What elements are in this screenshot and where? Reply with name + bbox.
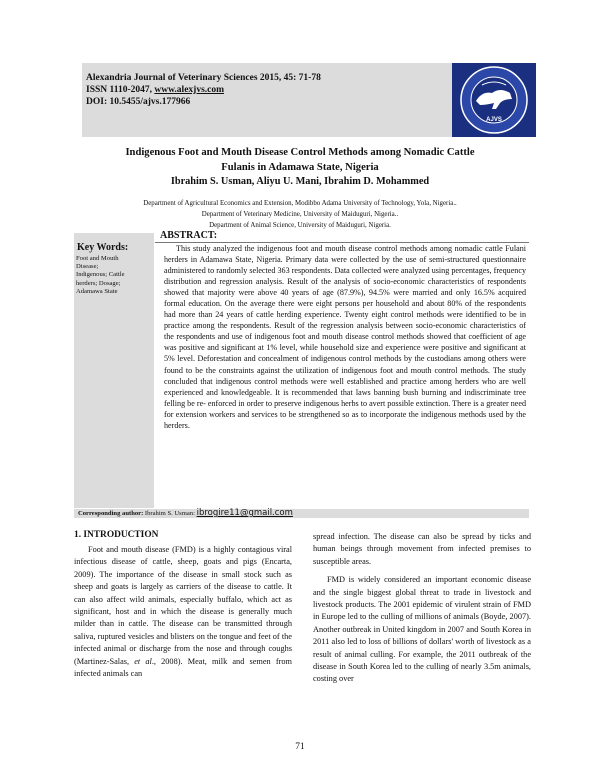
affiliation-3: Department of Animal Science, University of Maiduguri, Nigeria.: [209, 222, 391, 229]
keyword-item: Adamawa State: [76, 287, 118, 295]
introduction-heading: 1. INTRODUCTION: [74, 530, 159, 540]
logo-text: AJVS: [486, 117, 502, 123]
keyword-item: Indigenous; Cattle: [76, 271, 125, 279]
keyword-item: herders; Dosage;: [76, 279, 121, 287]
intro-paragraph-1: Foot and mouth disease (FMD) is a highly contagious viral infectious disease of cattle, sheep, goats and pigs (Encarta, 2009). The importance of the disease in small stock such as sheep and goats is largely as carriers of the disease to cattle. It can also affect wild animals, especially buffalo, which act as significant, host and in which the disease is generally much milder than in cattle. The disease can be transmitted through saliva, ruptured vesicles and blisters on the tongue and feet of the infected animal or discharge from the nose and through coughs (Martinez-Salas, et al., 2008). Meat, milk and semen from infected animals can: [74, 545, 292, 679]
keyword-item: Foot and Mouth: [76, 255, 119, 262]
left-column: [74, 544, 292, 680]
keyword-item: Disease;: [76, 263, 99, 271]
paper-authors: Ibrahim S. Usman, Aliyu U. Mani, Ibrahim D. Mohammed: [170, 176, 430, 187]
journal-logo: [452, 63, 536, 137]
abstract-text: This study analyzed the indigenous foot and mouth disease control methods among nomadic cattle Fulani herders in Adamawa State, Nigeria. Primary data were collected by the use of semi-structured questionnaire administered to randomly selected 363 respondents. Data collected were analyzed using percentages, frequency distribution and regression analysis. Result of the analysis of socio-economic characteristics of respondents showed that majority were above 40 years of age (87.9%), 94.5% were married and only 16.5% acquired formal education. On the average there were eight persons per household and about 80% of the respondents had more than 24 years of cattle herding experience. Twenty eight control methods were identified to be in practice among the respondents. Result of the regression analysis between socio-economic characteristics of the respondents and use of indigenous foot and mouth disease control methods showed that coefficient of age was positive and significant at 1% level, while household size and experience were positive and significant at 5% level. Deforestation and concealment of indigenous control methods by the custodians among others were found to be the constraints against the utilization of indigenous foot and mouth control methods. The study concluded that indigenous control methods were well established and practice among herders who are well experienced and knowledgeable. It is recommended that laws banning bush burning and indiscriminate tree felling be re- enforced in order to preserve indigenous herbs to avert possible extinction. There is a greater need for extension workers and services to be strengthened so as to incorporate the indigenous methods used by the herders.: [164, 244, 526, 430]
corresponding-author: Corresponding author: Ibrahim S. Usman: ibrogire11@gmail.com: [78, 508, 293, 518]
journal-doi: DOI: 10.5455/ajvs.177966: [86, 97, 191, 107]
keywords-list: [76, 255, 150, 296]
journal-website-link[interactable]: www.alexjvs.com: [154, 85, 225, 95]
keywords-heading: Key Words:: [77, 242, 129, 253]
page-number: 71: [295, 742, 305, 752]
paper-title-line-2: Fulanis in Adamawa State, Nigeria: [221, 162, 379, 173]
paper-title-line-1: Indigenous Foot and Mouth Disease Control Methods among Nomadic Cattle: [125, 147, 475, 158]
abstract-heading: ABSTRACT:: [160, 230, 218, 241]
intro-paragraph-1-cont: spread infection. The disease can also be spread by ticks and human beings through movement from infected premises to susceptible areas.: [313, 532, 531, 566]
journal-citation: Alexandria Journal of Veterinary Sciences 2015, 45: 71-78: [86, 73, 321, 83]
affiliation-1: Department of Agricultural Economics and Extension, Modibbo Adama University of Technology, Yola, Nigeria..: [143, 200, 457, 207]
corresponding-email-link[interactable]: ibrogire11@gmail.com: [196, 508, 293, 518]
intro-paragraph-2: FMD is widely considered an important economic disease and the single biggest global threat to trade in livestock and livestock products. The 2001 epidemic of virulent strain of FMD in Europe led to the culling of millions of animals (Boyde, 2007). Another outbreak in United kingdom in 2007 and South Korea in 2011 also led to loss of billions of dollars' worth of livestock as a result of animal culling. For example, the 2011 outbreak of the disease in South Korea led to the culling of nearly 3.5m animals, costing over: [313, 575, 531, 684]
affiliation-2: Department of Veterinary Medicine, University of Maiduguri, Nigeria..: [201, 211, 399, 218]
journal-issn: ISSN 1110-2047, www.alexjvs.com: [86, 85, 225, 95]
right-column: [313, 531, 531, 686]
